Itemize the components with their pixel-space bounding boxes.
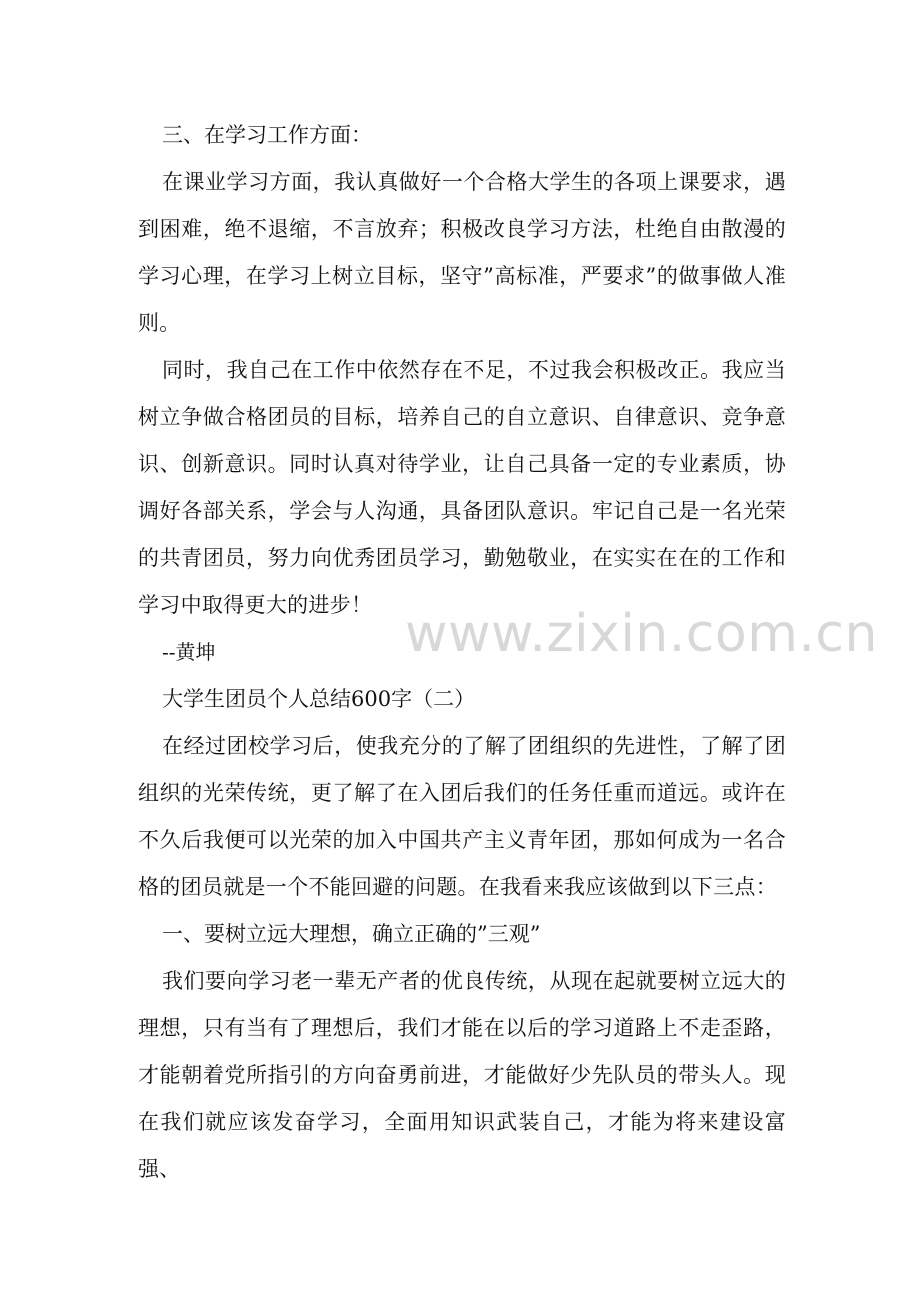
- paragraph-shortcomings: 同时，我自己在工作中依然存在不足，不过我会积极改正。我应当树立争做合格团员的目标，培养自己的自立意识、自律意识、竞争意识、创新意识。同时认真对待学业，让自己具备一定的专业素质，协调好各部关系，学会与人沟通，具备团队意识。牢记自己是一名光荣的共青团员，努力向优秀团员学习，勤勉敬业，在实实在在的工作和学习中取得更大的进步！: [138, 358, 786, 617]
- section-heading-study-work: 三、在学习工作方面：: [162, 123, 372, 147]
- author-signature: --黄坤: [162, 640, 216, 664]
- paragraph-coursework: 在课业学习方面，我认真做好一个合格大学生的各项上课要求，遇到困难，绝不退缩，不言放弃；积极改良学习方法，杜绝自由散漫的学习心理，在学习上树立目标，坚守”高标准，严要求”的做事做人准则。: [138, 170, 786, 335]
- section-heading-ideals: 一、要树立远大理想，确立正确的”三观”: [162, 922, 541, 946]
- article-title-part-two: 大学生团员个人总结600字（二）: [162, 687, 476, 711]
- watermark-text: www.zixin.com.cn: [405, 604, 878, 664]
- paragraph-league-school: 在经过团校学习后，使我充分的了解了团组织的先进性，了解了团组织的光荣传统，更了解了在入团后我们的任务任重而道远。或许在不久后我便可以光荣的加入中国共产主义青年团，那如何成为一名合格的团员就是一个不能回避的问题。在我看来我应该做到以下三点：: [138, 734, 786, 899]
- paragraph-ideals: 我们要向学习老一辈无产者的优良传统，从现在起就要树立远大的理想，只有当有了理想后，我们才能在以后的学习道路上不走歪路，才能朝着党所指引的方向奋勇前进，才能做好少先队员的带头人。现在我们就应该发奋学习，全面用知识武装自己，才能为将来建设富强、: [138, 969, 786, 1181]
